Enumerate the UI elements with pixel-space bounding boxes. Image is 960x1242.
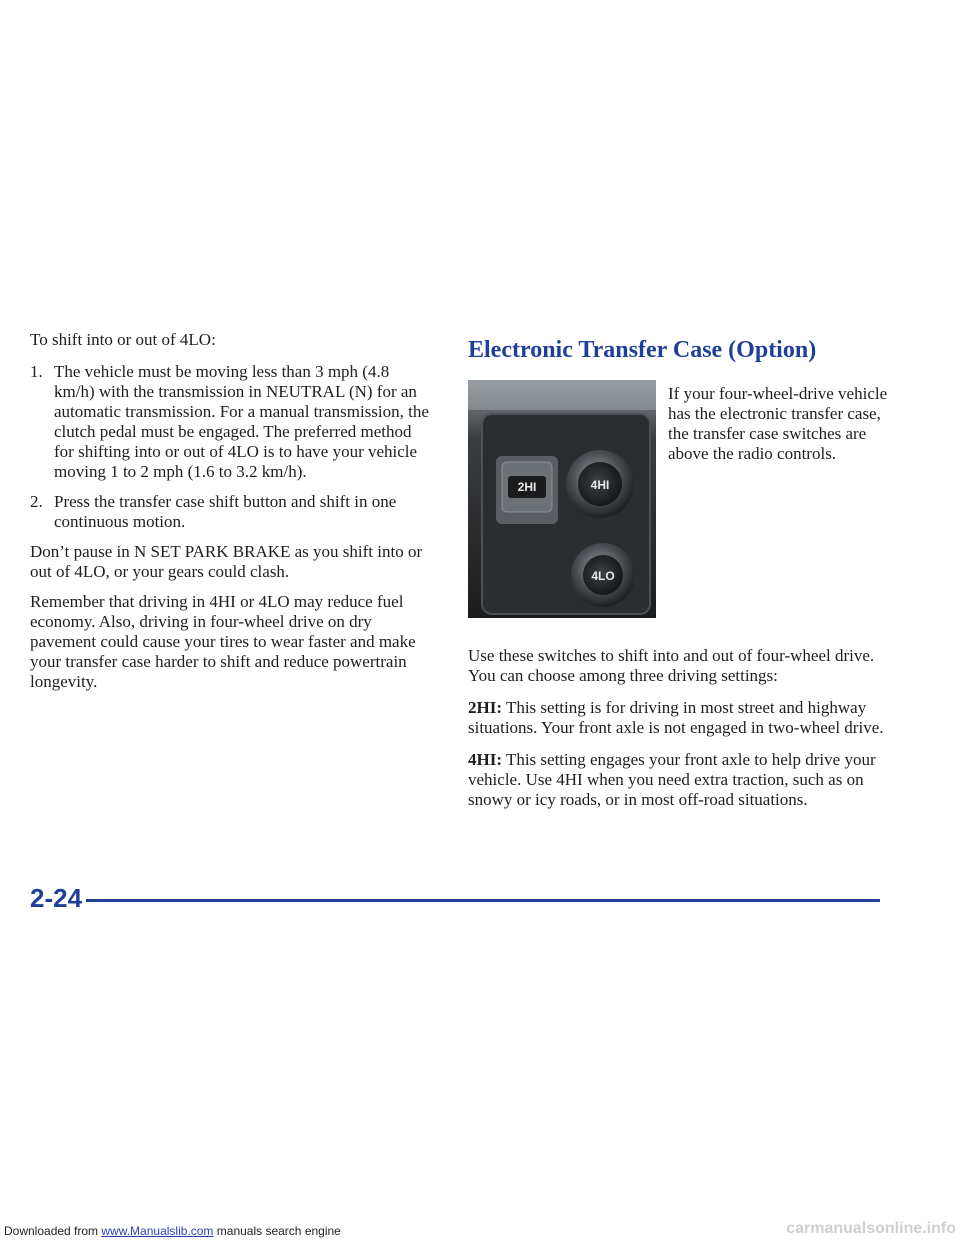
paragraph: Don’t pause in N SET PARK BRAKE as you shift into or out of 4LO, or your gears could clash.	[30, 542, 423, 581]
switch-panel-illustration	[468, 380, 656, 618]
list-item	[30, 362, 430, 482]
transfer-case-switches-photo	[468, 380, 656, 618]
setting-4hi	[468, 750, 888, 810]
button-4lo-label: 4LO	[591, 569, 615, 583]
page-footer	[30, 883, 880, 923]
step-number: 1.	[30, 362, 43, 381]
button-2hi-label: 2HI	[517, 480, 537, 494]
steps-list	[30, 362, 430, 532]
step-text: Press the transfer case shift button and shift in one continuous motion.	[54, 492, 397, 531]
left-column	[30, 330, 430, 702]
figure-caption: If your four-wheel-drive vehicle has the electronic transfer case, the transfer case switches are above the radio controls.	[668, 384, 888, 463]
watermark-suffix: manuals search engine	[213, 1224, 341, 1238]
page-number: 2-24	[30, 883, 83, 913]
setting-2hi	[468, 698, 888, 738]
setting-text: This setting engages your front axle to help drive your vehicle. Use 4HI when you need extra traction, such as on snowy or icy roads, or in most off-road situations.	[468, 750, 876, 809]
step-text: The vehicle must be moving less than 3 mph (4.8 km/h) with the transmission in NEUTRAL (N) for an automatic transmission. For a manual transmission, the clutch pedal must be engaged. The preferred method for shifting into or out of 4LO is to have your vehicle moving 1 to 2 mph (1.6 to 3.2 km/h).	[54, 362, 429, 481]
manualslib-link[interactable]: www.Manualslib.com	[101, 1224, 214, 1238]
setting-label: 4HI:	[468, 750, 502, 769]
section-heading: Electronic Transfer Case (Option)	[468, 337, 817, 363]
button-4hi-label: 4HI	[590, 478, 610, 492]
step-number: 2.	[30, 492, 43, 511]
watermark-logo-text: carmanualsonline.info	[786, 1220, 956, 1237]
watermark-text	[4, 1224, 341, 1238]
setting-label: 2HI:	[468, 698, 502, 717]
paragraph: Remember that driving in 4HI or 4LO may reduce fuel economy. Also, driving in four-wheel drive on dry pavement could cause your tires to wear faster and make your transfer case harder to shift and reduce powertrain longevity.	[30, 592, 416, 691]
footer-rule	[86, 899, 880, 902]
paragraph: Use these switches to shift into and out of four-wheel drive. You can choose among three driving settings:	[468, 646, 875, 685]
right-column	[468, 336, 888, 822]
list-item	[30, 492, 430, 532]
setting-text: This setting is for driving in most street and highway situations. Your front axle is not engaged in two-wheel drive.	[468, 698, 884, 737]
figure-row	[468, 380, 888, 618]
intro-text: To shift into or out of 4LO:	[30, 330, 216, 349]
watermark-prefix: Downloaded from	[4, 1224, 102, 1238]
